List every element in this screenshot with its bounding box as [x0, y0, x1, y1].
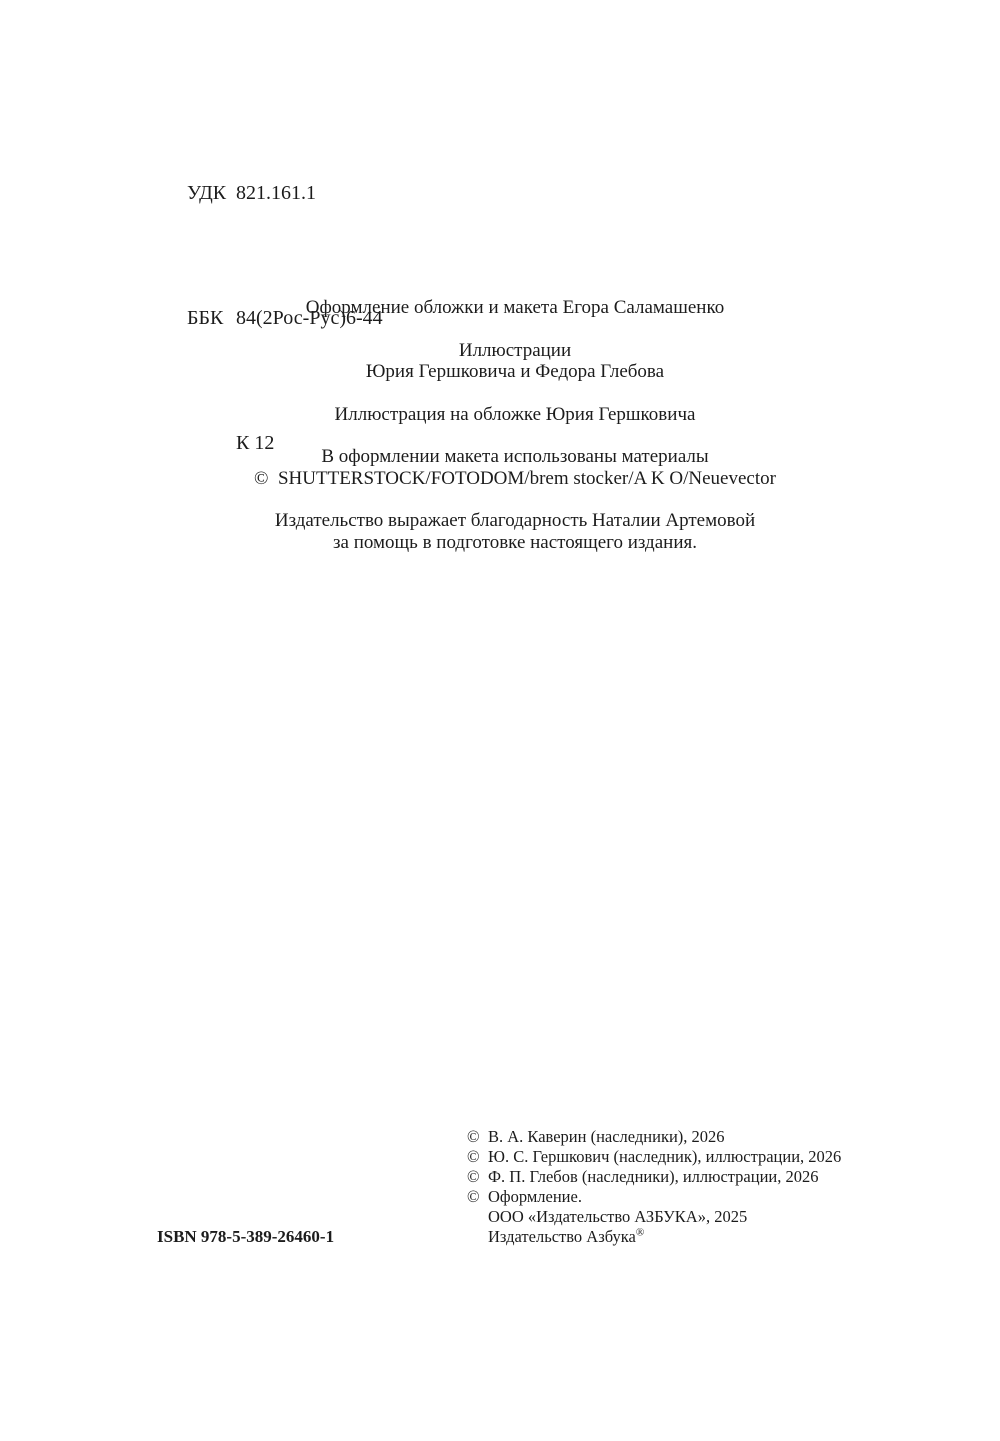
cover-design-credit: Оформление обложки и макета Егора Саламашенко — [305, 297, 725, 318]
acknowledgement-line1: Издательство выражает благодарность Наталии Артемовой — [274, 510, 756, 531]
materials-line1: В оформлении макета использованы материалы — [321, 446, 709, 467]
copyright-entry-text: Ф. П. Глебов (наследники), иллюстрации, 2026 — [488, 1167, 819, 1186]
materials-line2: © SHUTTERSTOCK/FOTODOM/brem stocker/A K O/Neuevector — [254, 467, 776, 489]
illustrations-heading: Иллюстрации — [458, 339, 572, 361]
udc-value: 821.161.1 — [236, 182, 316, 204]
copyright-symbol: © — [467, 1147, 480, 1166]
udc-label: УДК — [187, 182, 227, 204]
bbk-value: 84(2Рос-Рус)6-44 — [236, 307, 383, 329]
udc-row — [157, 156, 383, 231]
materials-credit — [30, 446, 1000, 489]
credits-block — [30, 297, 1000, 553]
copyright-entry — [467, 1187, 841, 1207]
registered-trademark-icon: ® — [635, 1226, 645, 1239]
publisher-line: ООО «Издательство АЗБУКА», 2025 — [488, 1207, 748, 1226]
copyright-block — [467, 1127, 841, 1247]
copyright-symbol: © — [467, 1127, 480, 1146]
illustrations-credit — [30, 340, 1000, 383]
cover-illustration-credit: Иллюстрация на обложке Юрия Гершковича — [334, 403, 696, 425]
copyright-entry-text: В. А. Каверин (наследники), 2026 — [488, 1127, 725, 1146]
isbn: ISBN 978-5-389-26460-1 — [157, 1227, 335, 1246]
acknowledgement — [30, 510, 1000, 553]
illustrations-authors: Юрия Гершковича и Федора Глебова — [365, 361, 665, 382]
brand-line — [467, 1227, 841, 1247]
copyright-symbol: © — [467, 1187, 480, 1206]
copyright-entry — [467, 1127, 841, 1147]
copyright-symbol: © — [467, 1167, 480, 1186]
acknowledgement-line2: за помощь в подготовке настоящего издания. — [333, 531, 697, 553]
copyright-entry-text: Ю. С. Гершкович (наследник), иллюстрации, 2026 — [488, 1147, 842, 1166]
copyright-entry — [467, 1147, 841, 1167]
brand-name: Издательство Азбука — [488, 1227, 636, 1246]
author-sign-value: К 12 — [236, 432, 275, 454]
bbk-label: ББК — [187, 307, 224, 329]
copyright-entry-text: Оформление. — [488, 1187, 582, 1206]
copyright-entry — [467, 1167, 841, 1187]
